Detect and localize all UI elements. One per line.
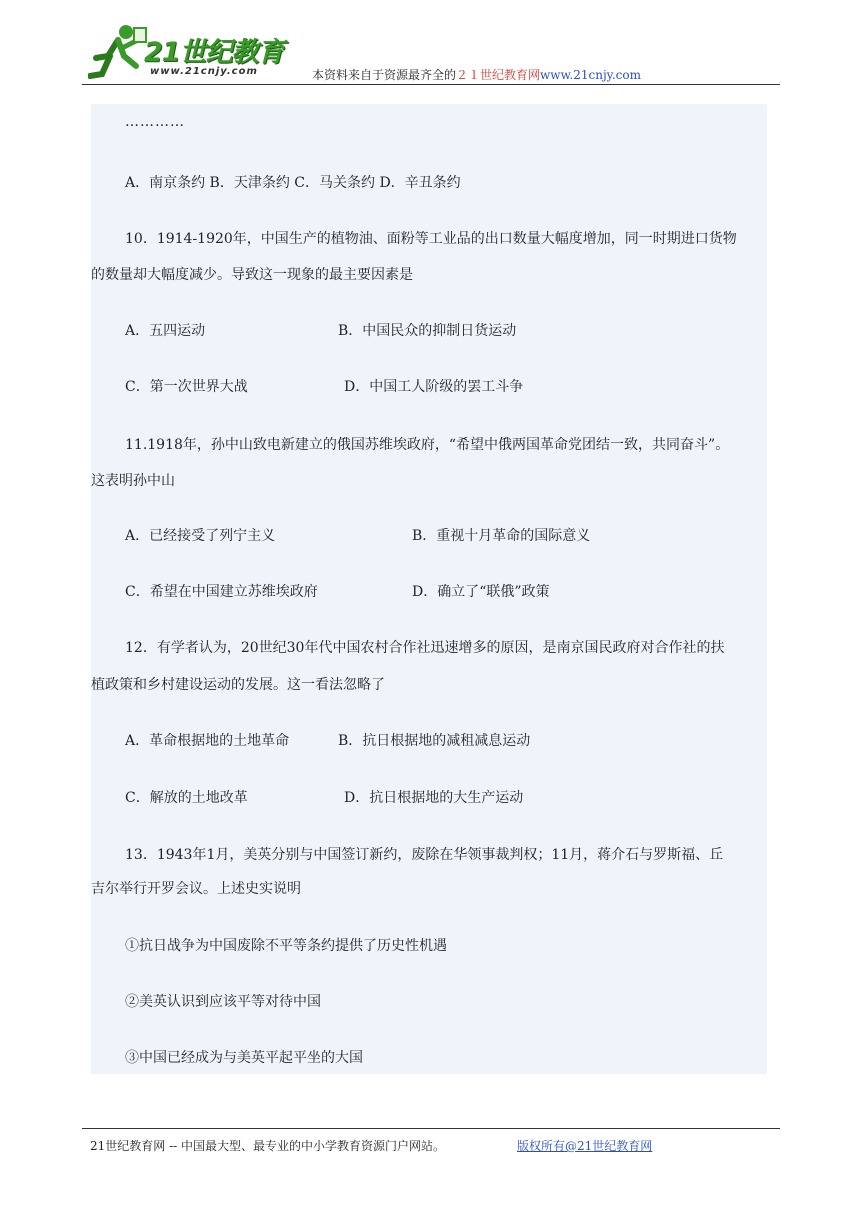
page-header [0,0,860,90]
ellipsis: ………… [125,114,185,130]
q11-stem-line2: 这表明孙中山 [91,473,175,489]
q10-stem-line2: 的数量却大幅度减少。导致这一现象的最主要因素是 [91,267,413,283]
q11-option-d: D．确立了“联俄”政策 [412,584,550,600]
q9-options: A．南京条约 B．天津条约 C．马关条约 D．辛丑条约 [125,175,461,191]
footer-divider [82,1128,780,1129]
q11-option-a: A．已经接受了列宁主义 [125,528,276,544]
source-site-link[interactable]: ２１世纪教育网 [456,68,541,82]
q13-item-1: ①抗日战争为中国废除不平等条约提供了历史性机遇 [125,938,447,954]
q13-stem-line2: 吉尔举行开罗会议。上述史实说明 [91,881,301,897]
logo-wordmark: 21世纪教育 [144,37,284,68]
q12-stem-line1: 12．有学者认为，20世纪30年代中国农村合作社迅速增多的原因，是南京国民政府对合作社的扶 [125,640,725,656]
q10-option-a: A．五四运动 [125,323,206,339]
q10-option-d: D．中国工人阶级的罢工斗争 [344,379,524,395]
q12-option-a: A．革命根据地的土地革命 [125,733,290,749]
q10-option-c: C．第一次世界大战 [125,379,248,395]
q12-stem-line2: 植政策和乡村建设运动的发展。这一看法忽略了 [91,677,385,693]
q10-option-b: B．中国民众的抑制日货运动 [338,323,517,339]
source-note [312,66,641,83]
q12-option-c: C．解放的土地改革 [125,790,248,806]
q12-option-b: B．抗日根据地的减租减息运动 [338,733,531,749]
question-content [91,104,767,1074]
q12-option-d: D．抗日根据地的大生产运动 [344,790,524,806]
q11-option-b: B．重视十月革命的国际意义 [412,528,591,544]
runner-logo-icon [88,22,148,84]
q13-item-3: ③中国已经成为与美英平起平坐的大国 [125,1050,363,1066]
site-logo[interactable] [88,22,288,84]
q11-option-c: C．希望在中国建立苏维埃政府 [125,584,318,600]
source-prefix: 本资料来自于资源最齐全的 [312,68,457,82]
q10-stem-line1: 10．1914-1920年，中国生产的植物油、面粉等工业品的出口数量大幅度增加，同一时期进口货物 [125,231,737,247]
q11-stem-line1: 11.1918年，孙中山致电新建立的俄国苏维埃政府，“希望中俄两国革命党团结一致，共同奋斗”。 [125,437,730,453]
header-divider [82,84,780,85]
source-url-link[interactable]: www.21cnjy.com [540,68,641,82]
logo-url: www.21cnjy.com [150,66,258,77]
q13-item-2: ②美英认识到应该平等对待中国 [125,994,321,1010]
footer-text: 21世纪教育网 -- 中国最大型、最专业的中小学教育资源门户网站。 [90,1139,446,1153]
q13-stem-line1: 13．1943年1月，美英分别与中国签订新约，废除在华领事裁判权；11月，蒋介石与罗斯福、丘 [125,847,724,863]
copyright-link[interactable]: 版权所有@21世纪教育网 [517,1139,653,1153]
